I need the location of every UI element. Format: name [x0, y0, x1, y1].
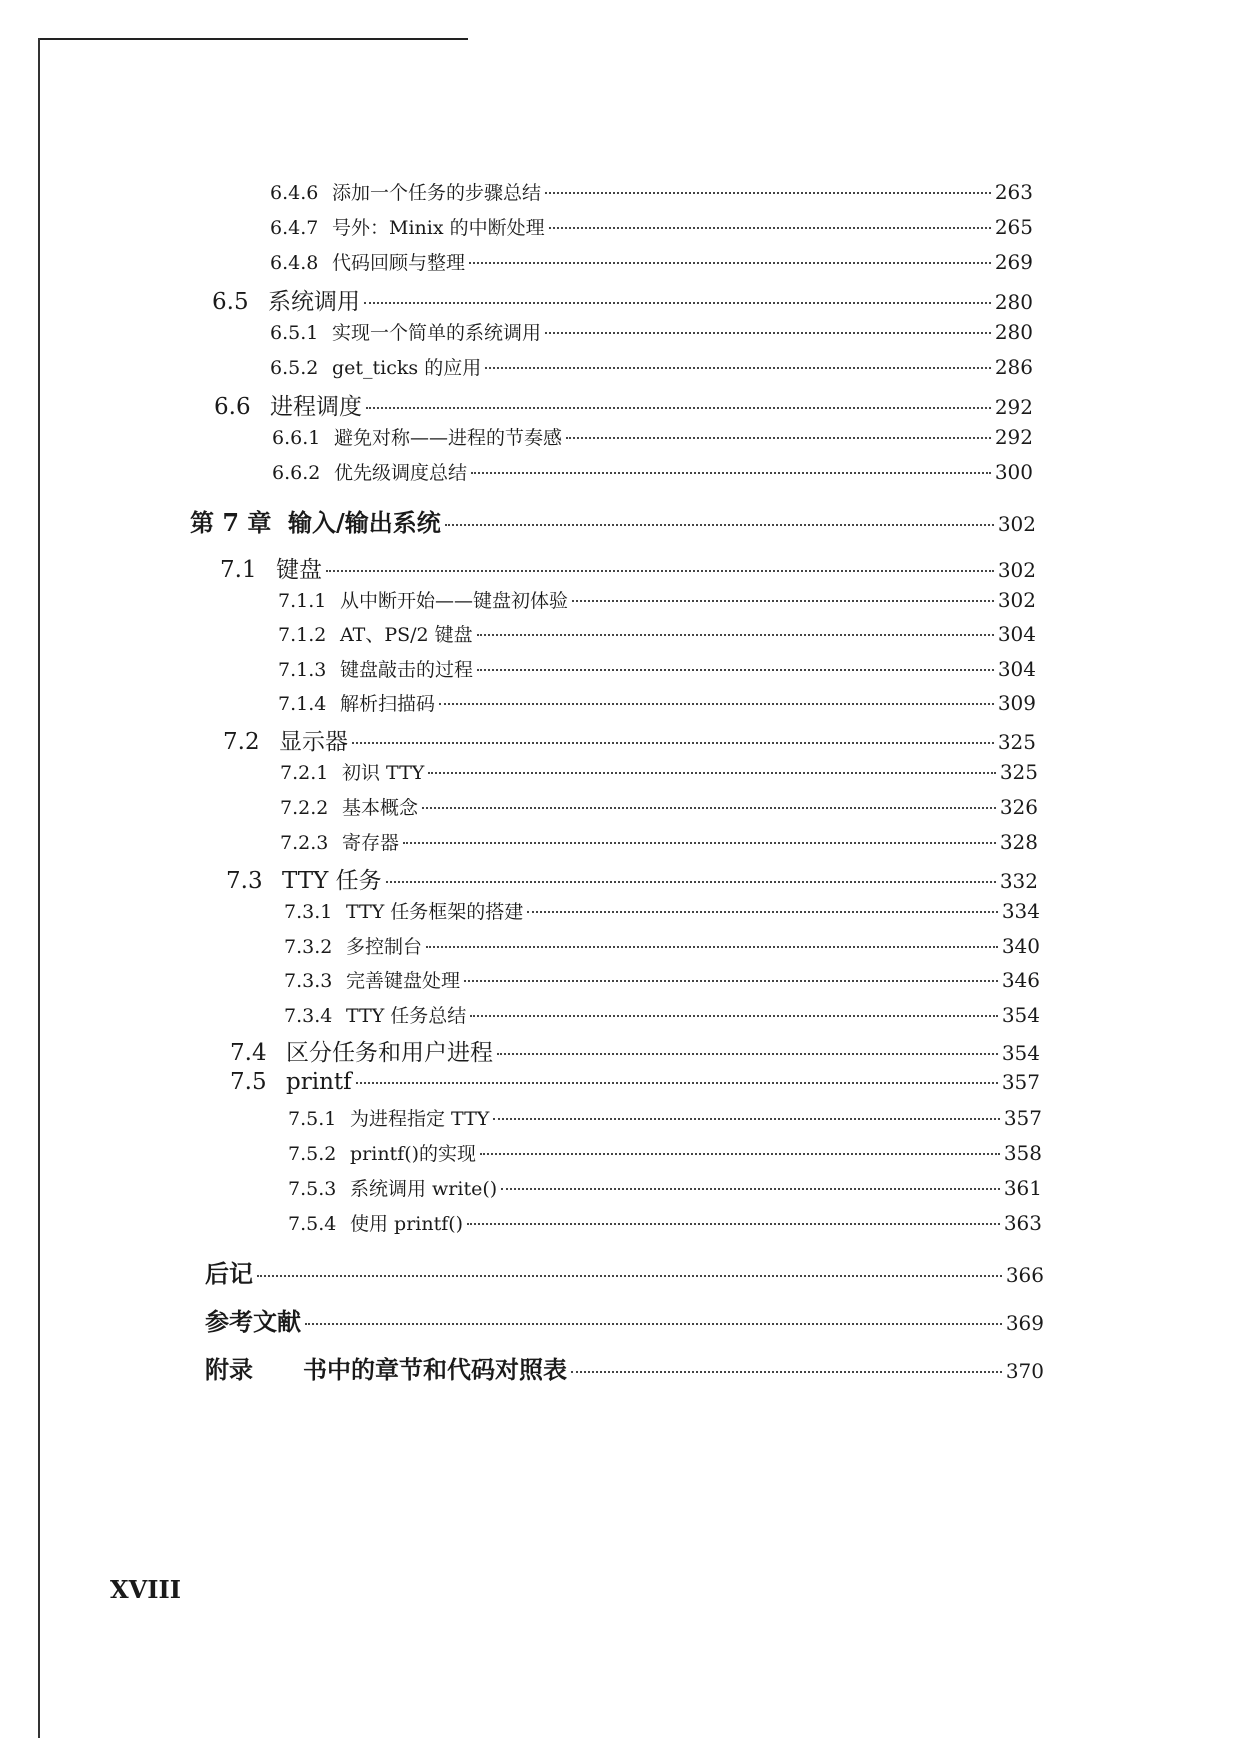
toc-entry: [270, 248, 1033, 275]
dot-leader: [470, 1015, 998, 1017]
dot-leader: [445, 524, 994, 526]
dot-leader: [305, 1323, 1002, 1325]
dot-leader: [471, 472, 991, 474]
toc-entry-page: 354: [1001, 1041, 1040, 1065]
toc-entry: [278, 620, 1036, 647]
toc-entry-page: 357: [1003, 1106, 1042, 1130]
dot-leader: [464, 980, 998, 982]
toc-entry: [205, 1254, 1044, 1289]
toc-entry-page: 302: [997, 512, 1036, 536]
dot-leader: [527, 911, 998, 913]
dot-leader: [501, 1188, 1000, 1190]
toc-entry-title: 避免对称——进程的节奏感: [334, 427, 563, 449]
toc-entry-title: 键盘敲击的过程: [340, 659, 474, 681]
toc-entry-title: TTY 任务: [282, 868, 382, 894]
dot-leader: [356, 1082, 998, 1084]
toc-entry-number: 7.1.4: [278, 693, 327, 715]
dot-leader: [485, 367, 991, 369]
toc-entry-page: 340: [1001, 934, 1040, 958]
dot-leader: [366, 407, 991, 409]
toc-entry-page: 304: [997, 622, 1036, 646]
toc-entry-title: 系统调用 write(): [350, 1178, 498, 1200]
toc-entry-title: 号外：Minix 的中断处理: [332, 217, 545, 239]
dot-leader: [352, 742, 994, 744]
toc-entry-page: 358: [1003, 1141, 1042, 1165]
toc-entry-page: 357: [1001, 1070, 1040, 1094]
toc-entry-title: TTY 任务框架的搭建: [346, 901, 524, 923]
toc-entry-title: 寄存器: [342, 832, 400, 854]
toc-entry-page: 304: [997, 657, 1036, 681]
toc-entry: [226, 862, 1038, 895]
dot-leader: [571, 1371, 1002, 1373]
dot-leader: [477, 634, 994, 636]
toc-entry-number: 6.5.1: [270, 322, 319, 344]
toc-entry-number: 6.5.2: [270, 357, 319, 379]
toc-entry-number: 7.3: [226, 868, 263, 894]
toc-entry-title: 解析扫描码: [340, 693, 436, 715]
toc-entry-page: 346: [1001, 968, 1040, 992]
dot-leader: [403, 842, 996, 844]
toc-entry-page: 369: [1005, 1311, 1044, 1335]
toc-entry: [205, 1350, 1044, 1385]
toc-entry: [288, 1104, 1042, 1131]
toc-entry-number: 6.6.1: [272, 427, 321, 449]
dot-leader: [545, 192, 991, 194]
toc-entry-title: printf: [286, 1069, 352, 1095]
toc-entry-number: 6.4.6: [270, 182, 319, 204]
toc-entry-number: 7.4: [230, 1040, 267, 1066]
toc-entry-number: 7.3.2: [284, 936, 333, 958]
toc-entry-title: 参考文献: [205, 1307, 301, 1336]
toc-entry: [230, 1034, 1040, 1067]
toc-entry-page: 326: [999, 795, 1038, 819]
dot-leader: [439, 703, 994, 705]
dot-leader: [549, 227, 991, 229]
toc-entry-title: 代码回顾与整理: [332, 252, 466, 274]
toc-entry-number: 6.6.2: [272, 462, 321, 484]
dot-leader: [469, 262, 991, 264]
toc-entry-page: 292: [994, 425, 1033, 449]
dot-leader: [426, 946, 998, 948]
toc-entry-page: 325: [999, 760, 1038, 784]
dot-leader: [467, 1223, 1000, 1225]
toc-entry-title: 显示器: [279, 729, 348, 755]
toc-entry-number: 7.1.1: [278, 590, 327, 612]
toc-entry-title: 添加一个任务的步骤总结: [332, 182, 542, 204]
dot-leader: [326, 570, 994, 572]
dot-leader: [480, 1153, 1000, 1155]
toc-entry: [284, 1001, 1040, 1028]
toc-entry-title: 多控制台: [346, 936, 423, 958]
toc-entry-page: 300: [994, 460, 1033, 484]
toc-entry-number: 6.6: [214, 394, 251, 420]
toc-entry-number: 7.5.3: [288, 1178, 337, 1200]
toc-entry-title: 键盘: [276, 557, 322, 583]
toc-entry: [284, 966, 1040, 993]
toc-entry-title: TTY 任务总结: [346, 1005, 467, 1027]
toc-entry-title: 书中的章节和代码对照表: [303, 1355, 567, 1384]
toc-entry-number: 7.1.3: [278, 659, 327, 681]
dot-leader: [572, 600, 994, 602]
toc-entry-page: 265: [994, 215, 1033, 239]
toc-entry-title: 输入/输出系统: [288, 508, 441, 537]
dot-leader: [257, 1275, 1002, 1277]
toc-entry-page: 309: [997, 691, 1036, 715]
toc-entry-title: 完善键盘处理: [346, 970, 461, 992]
toc-entry-number: 7.2.3: [280, 832, 329, 854]
dot-leader: [428, 772, 996, 774]
toc-entry-title: 从中断开始——键盘初体验: [340, 590, 569, 612]
toc-entry-number: 6.4.8: [270, 252, 319, 274]
toc-entry: [278, 689, 1036, 716]
toc-entry-title: 为进程指定 TTY: [350, 1108, 490, 1130]
dot-leader: [566, 437, 991, 439]
toc-entry: [284, 897, 1040, 924]
toc-entry-title: 优先级调度总结: [334, 462, 468, 484]
toc-entry: [278, 655, 1036, 682]
toc-entry-number: 7.2: [223, 729, 260, 755]
toc-entry: [220, 551, 1036, 584]
toc-entry: [288, 1174, 1042, 1201]
dot-leader: [364, 302, 991, 304]
toc-entry-page: 302: [997, 588, 1036, 612]
toc-entry-number: 6.5: [212, 289, 249, 315]
toc-entry-number: 7.1: [220, 557, 257, 583]
toc-entry: [205, 1302, 1044, 1337]
toc-entry-page: 354: [1001, 1003, 1040, 1027]
toc-entry: [214, 388, 1033, 421]
toc-entry-page: 263: [994, 180, 1033, 204]
page-number: XVIII: [110, 1575, 181, 1604]
toc-entry-page: 366: [1005, 1263, 1044, 1287]
toc-entry: [280, 758, 1038, 785]
toc-entry-title: printf()的实现: [350, 1143, 477, 1165]
toc-entry: [230, 1069, 1040, 1095]
toc-entry-title: 使用 printf(): [350, 1213, 464, 1235]
toc-entry: [212, 283, 1033, 316]
toc-entry: [280, 828, 1038, 855]
dot-leader: [422, 807, 996, 809]
toc-entry-number: 7.2.2: [280, 797, 329, 819]
toc-entry-number: 7.3.3: [284, 970, 333, 992]
toc-entry-number: 7.1.2: [278, 624, 327, 646]
toc-entry-title: 区分任务和用户进程: [286, 1040, 493, 1066]
toc-entry: [270, 213, 1033, 240]
toc-entry-page: 328: [999, 830, 1038, 854]
toc-entry-number: 7.5.1: [288, 1108, 337, 1130]
toc-entry-page: 286: [994, 355, 1033, 379]
toc-entry-number: 第 7 章: [190, 508, 272, 537]
toc-entry-number: 7.3.1: [284, 901, 333, 923]
toc-entry-title: 进程调度: [270, 394, 362, 420]
toc-entry: [270, 318, 1033, 345]
toc-entry: [280, 793, 1038, 820]
toc-entry-page: 334: [1001, 899, 1040, 923]
toc-entry: [272, 423, 1033, 450]
toc-entry-title: 系统调用: [268, 289, 360, 315]
dot-leader: [545, 332, 991, 334]
toc-entry-title: 基本概念: [342, 797, 419, 819]
toc-entry-page: 363: [1003, 1211, 1042, 1235]
toc-entry-page: 269: [994, 250, 1033, 274]
toc-entry-title: get_ticks 的应用: [332, 357, 482, 379]
toc-entry-number: 6.4.7: [270, 217, 319, 239]
toc-entry-page: 370: [1005, 1359, 1044, 1383]
toc-entry: [270, 178, 1033, 205]
toc-entry-title: 实现一个简单的系统调用: [332, 322, 542, 344]
dot-leader: [497, 1053, 998, 1055]
toc-entry-page: 280: [994, 320, 1033, 344]
toc-entry: [278, 586, 1036, 613]
toc-entry-page: 332: [999, 869, 1038, 893]
toc-entry-number: 7.2.1: [280, 762, 329, 784]
toc-entry: [284, 932, 1040, 959]
dot-leader: [477, 669, 994, 671]
toc-entry: [288, 1209, 1042, 1236]
toc-entry-title: 初识 TTY: [342, 762, 425, 784]
toc-entry-page: 361: [1003, 1176, 1042, 1200]
toc-entry: [270, 353, 1033, 380]
toc-entry-number: 7.5: [230, 1069, 267, 1095]
dot-leader: [386, 881, 996, 883]
toc-entry-number: 7.3.4: [284, 1005, 333, 1027]
toc-entry-page: 292: [994, 395, 1033, 419]
toc-entry-number: 7.5.4: [288, 1213, 337, 1235]
dot-leader: [493, 1118, 1000, 1120]
toc-entry-page: 280: [994, 290, 1033, 314]
toc-entry: [190, 503, 1036, 538]
toc-entry-number: 附录: [205, 1355, 253, 1384]
toc-entry-title: 后记: [205, 1259, 253, 1288]
toc-entry-number: 7.5.2: [288, 1143, 337, 1165]
toc-entry: [288, 1139, 1042, 1166]
toc-entry: [272, 458, 1033, 485]
toc-entry-page: 325: [997, 730, 1036, 754]
toc-entry: [223, 723, 1036, 756]
toc-entry-title: AT、PS/2 键盘: [340, 624, 473, 646]
toc-entry-page: 302: [997, 558, 1036, 582]
